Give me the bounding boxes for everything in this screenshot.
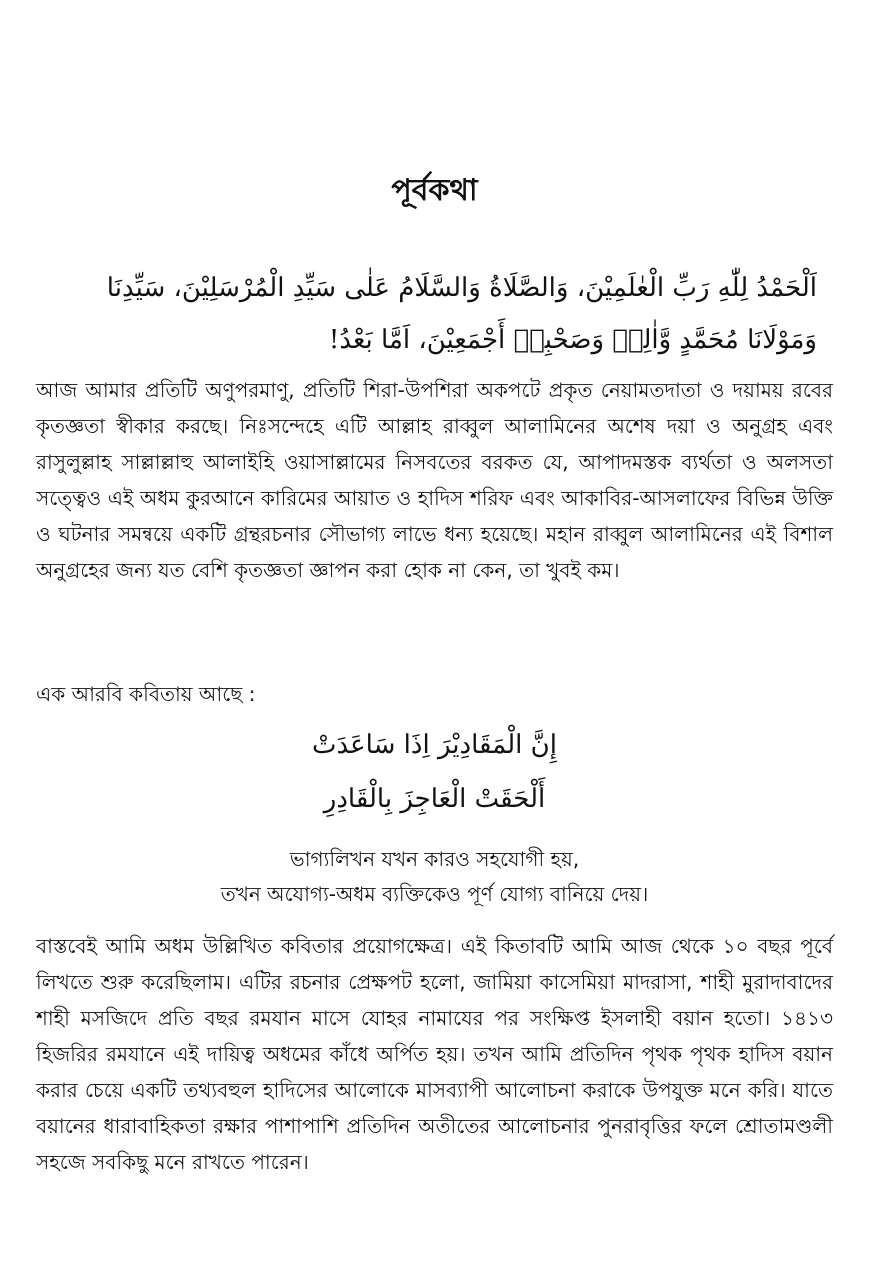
poem-intro: এক আরবি কবিতায় আছে : xyxy=(36,682,256,706)
arabic-opening-line-2: وَمَوْلَانَا مُحَمَّدٍ وَّاٰلِهٖ وَصَحْبِهٖ أَجْمَعِيْنَ، اَمَّا بَعْدُ! xyxy=(328,325,817,355)
poem-translation-line-1: ভাগ্যলিখন যখন কারও সহযোগী হয়, xyxy=(289,847,580,871)
poem-translation-line-2: তখন অযোগ্য-অধম ব্যক্তিকেও পূর্ণ যোগ্য বানিয়ে দেয়। xyxy=(220,882,649,906)
arabic-poem-line-1: إِنَّ الْمَقَادِيْرَ اِذَا سَاعَدَتْ xyxy=(312,730,557,760)
paragraph-gratitude: আজ আমার প্রতিটি অণুপরমাণু, প্রতিটি শিরা-উপশিরা অকপটে প্রকৃত নেয়ামতদাতা ও দয়াময় রবের কৃতজ্ঞতা স্বীকার করছে। নিঃসন্দেহে এটি আল্লাহ রাব্বুল আলামিনের অশেষ দয়া ও অনুগ্রহ এবং রাসুলুল্লাহ সাল্লাল্লাহু আলাইহি ওয়াসাল্লামের নিসবতের বরকত যে, আপাদমস্তক ব্যর্থতা ও অলসতা সত্ত্বেও এই অধম কুরআনে কারিমের আয়াত ও হাদিস শরিফ এবং আকাবির-আসলাফের বিভিন্ন উক্তি ও ঘটনার সমন্বয়ে একটি গ্রন্থরচনার সৌভাগ্য লাভে ধন্য হয়েছে। মহান রাব্বুল আলামিনের এই বিশাল অনুগ্রহের জন্য যত বেশি কৃতজ্ঞতা জ্ঞাপন করা হোক না কেন, তা খুবই কম। xyxy=(36,378,833,582)
page-title: পূর্বকথা xyxy=(391,173,478,208)
arabic-poem-line-2: أَلْحَقَتْ الْعَاجِزَ بِالْقَادِرِ xyxy=(323,784,546,814)
paragraph-book-background: বাস্তবেই আমি অধম উল্লিখিত কবিতার প্রয়োগক্ষেত্র। এই কিতাবটি আমি আজ থেকে ১০ বছর পূর্বে লিখতে শুরু করেছিলাম। এটির রচনার প্রেক্ষপট হলো, জামিয়া কাসেমিয়া মাদরাসা, শাহী মুরাদাবাদের শাহী মসজিদে প্রতি বছর রমযান মাসে যোহর নামাযের পর সংক্ষিপ্ত ইসলাহী বয়ান হতো। ১৪১৩ হিজরির রমযানে এই দায়িত্ব অধমের কাঁধে অর্পিত হয়। তখন আমি প্রতিদিন পৃথক পৃথক হাদিস বয়ান করার চেয়ে একটি তথ্যবহুল হাদিসের আলোকে মাসব্যাপী আলোচনা করাকে উপযুক্ত মনে করি। যাতে বয়ানের ধারাবাহিকতা রক্ষার পাশাপাশি প্রতিদিন অতীতের আলোচনার পুনরাবৃত্তির ফলে শ্রোতামণ্ডলী সহজে সবকিছু মনে রাখতে পারেন। xyxy=(36,934,833,1174)
arabic-opening-line-1: اَلْحَمْدُ لِلّٰهِ رَبِّ الْعٰلَمِيْنَ، وَالصَّلَاةُ وَالسَّلَامُ عَلٰى سَيِّدِ الْمُرْسَلِيْنَ، سَيِّدِنَا xyxy=(106,273,817,303)
